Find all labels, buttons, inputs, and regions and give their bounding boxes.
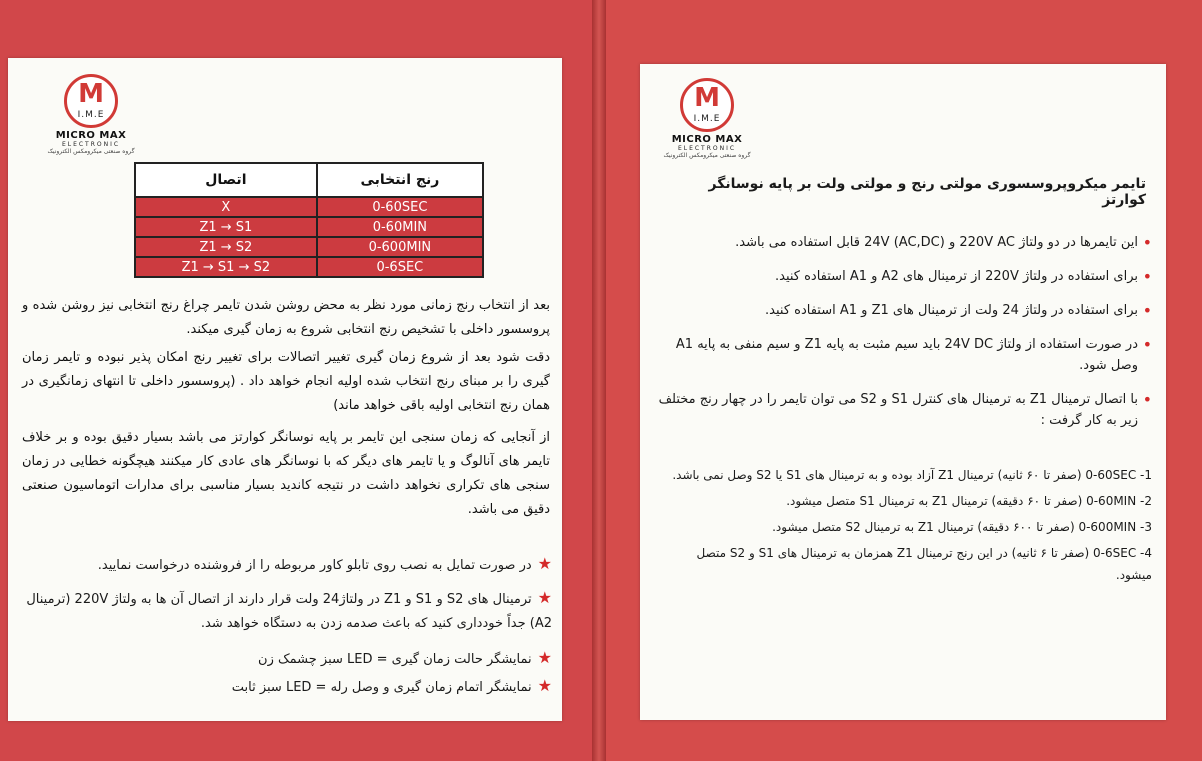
table-row: Z1 → S1 → S2 0-6SEC — [135, 257, 483, 277]
range-modes-list — [664, 464, 1152, 590]
document-title: تایمر میکروپروسسوری مولتی رنج و مولتی ولت بر پایه نوسانگر کوارتز — [708, 176, 1146, 208]
note-item: ★ترمینال های S2 و S1 و Z1 در ولتاژ24 ولت قرار دارند از اتصال آن ها به ولتاژ 220V (ترمینال A2) جداً خودداری کنید که باعث صدمه زدن به دستگاه خواهد شد. — [26, 588, 552, 631]
note-item: ★در صورت تمایل به نصب روی تابلو کاور مربوطه را از فروشنده درخواست نمایید. — [97, 554, 552, 573]
list-item: 1- 0-60SEC (صفر تا ۶۰ ثانیه) ترمینال Z1 آزاد بوده و به ترمینال های S1 یا S2 وصل نمی باشد. — [672, 468, 1152, 482]
range-header: رنج انتخابی — [317, 163, 483, 197]
company-logo: M I.M.E MICRO MAX ELECTRONIC گروه صنعتی میکرومکس الکترونیک — [662, 78, 752, 158]
note-item: ★نمایشگر اتمام زمان گیری و وصل رله = LED سبز ثابت — [231, 676, 552, 695]
list-item: • این تایمرها در دو ولتاژ 220V AC و (AC,DC) 24V قابل استفاده می باشد. — [658, 232, 1152, 253]
list-item: 3- 0-600MIN (صفر تا ۶۰۰ دقیقه) ترمینال Z1 به ترمینال S2 متصل میشود. — [772, 520, 1152, 534]
right-page — [640, 64, 1166, 720]
paragraph-quartz-accuracy: از آنجایی که زمان سنجی این تایمر بر پایه نوسانگر کوارتز می باشد بسیار دقیق بوده و بر خلاف تایمر های آنالوگ و یا تایمر های دیگر که با نوسانگر های عادی کار میکنند هیچگونه خطایی در زمان سنجی های تکراری نخواهد داشت در نتیجه کاندید بسیار مناسبی برای مدارات اتوماسیون صنعتی دقیق می باشد. — [22, 430, 550, 517]
table-row: X 0-60SEC — [135, 197, 483, 217]
table-header-row — [135, 163, 483, 197]
connection-header: اتصال — [135, 163, 317, 197]
paragraph-range-lock: دقت شود بعد از شروع زمان گیری تغییر اتصالات برای تغییر رنج امکان پذیر نبوده و تایمر زمان گیری را بر مبنای رنج انتخاب شده اولیه انجام خواهد داد . (پروسسور داخلی تا انتهای زمانگیری در همان رنج انتخابی اولیه باقی خواهد ماند) — [22, 350, 550, 413]
table-row: Z1 → S1 0-60MIN — [135, 217, 483, 237]
company-logo: M I.M.E MICRO MAX ELECTRONIC گروه صنعتی میکرومکس الکترونیک — [46, 74, 136, 154]
logo-emblem-icon: M I.M.E — [680, 78, 734, 132]
star-icon: ★ — [537, 648, 552, 667]
table-row: Z1 → S2 0-600MIN — [135, 237, 483, 257]
star-icon: ★ — [537, 588, 552, 607]
logo-emblem-icon: M I.M.E — [64, 74, 118, 128]
list-item: 4- 0-6SEC (صفر تا ۶ ثانیه) در این رنج ترمینال Z1 همزمان به ترمینال های S1 و S2 متصل میشود. — [696, 546, 1152, 582]
paragraph-range-selection: بعد از انتخاب رنج زمانی مورد نظر به محض روشن شدن تایمر چراغ رنج انتخابی نیز روشن شده و پروسسور داخلی با تشخیص رنج انتخابی شروع به زمان گیری میکند. — [22, 298, 550, 337]
range-table — [134, 162, 484, 278]
left-page — [8, 58, 562, 721]
list-item: 2- 0-60MIN (صفر تا ۶۰ دقیقه) ترمینال Z1 به ترمینال S1 متصل میشود. — [786, 494, 1152, 508]
list-item: • برای استفاده در ولتاژ 24 ولت از ترمینال های Z1 و A1 استفاده کنید. — [658, 300, 1152, 321]
star-icon: ★ — [537, 676, 552, 695]
star-icon: ★ — [537, 554, 552, 573]
note-item: ★نمایشگر حالت زمان گیری = LED سبز چشمک زن — [258, 648, 552, 667]
list-item: • برای استفاده در ولتاژ 220V از ترمینال های A2 و A1 استفاده کنید. — [658, 266, 1152, 287]
list-item: • در صورت استفاده از ولتاژ 24V DC باید سیم مثبت به پایه Z1 و سیم منفی به پایه A1 وصل شود. — [658, 334, 1152, 376]
feature-list — [658, 232, 1152, 444]
list-item: • با اتصال ترمینال Z1 به ترمینال های کنترل S1 و S2 می توان تایمر را در چهار رنج مختلف زیر به کار گرفت : — [658, 389, 1152, 431]
booklet-fold — [592, 0, 606, 761]
